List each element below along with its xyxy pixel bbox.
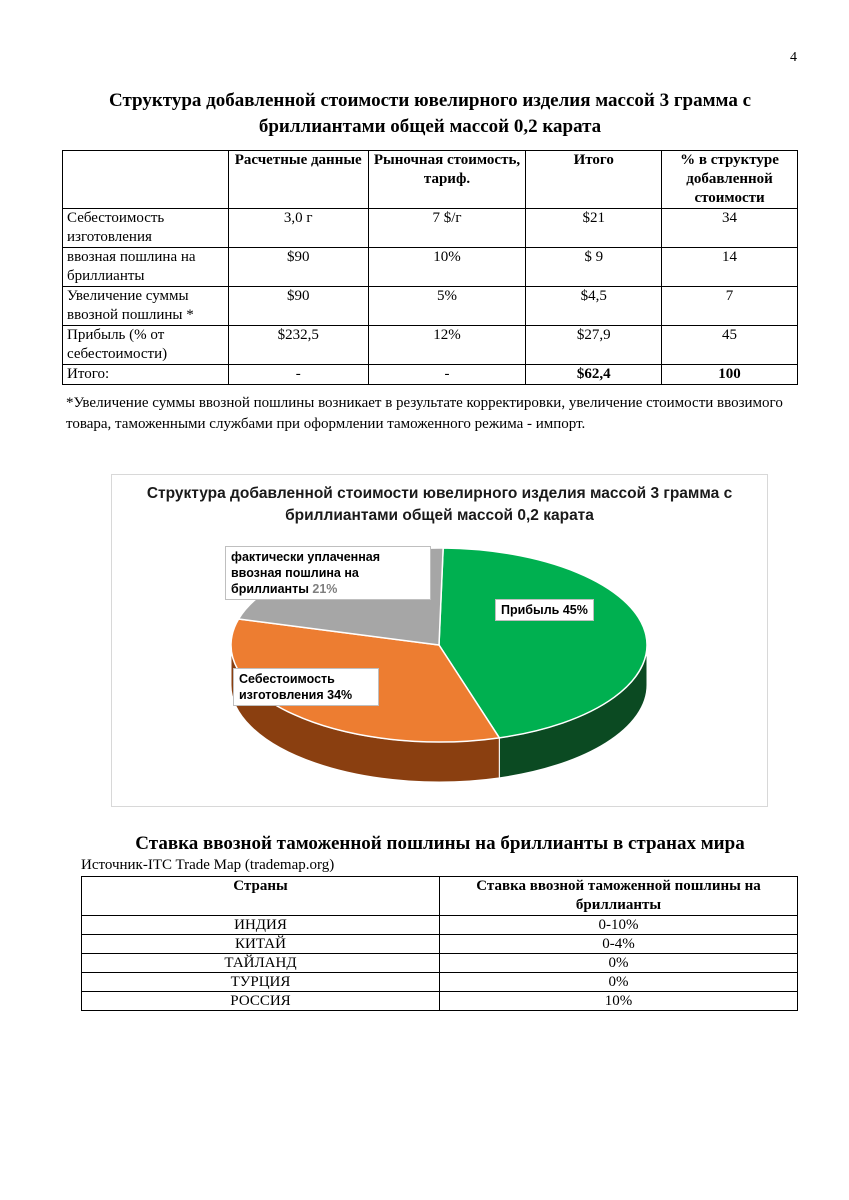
table-cell: $232,5 bbox=[228, 326, 368, 365]
total-sum-cell: $62,4 bbox=[526, 365, 662, 385]
country-cell: КИТАЙ bbox=[82, 935, 440, 954]
rate-cell: 0% bbox=[440, 954, 798, 973]
slice-label-profit bbox=[495, 599, 594, 621]
slice-label-text: Себестоимость изготовления bbox=[239, 672, 335, 702]
row-label: Увеличение суммы ввозной пошлины * bbox=[63, 287, 229, 326]
country-cell: ИНДИЯ bbox=[82, 916, 440, 935]
table-cell: 34 bbox=[662, 209, 798, 248]
table-cell: - bbox=[368, 365, 526, 385]
country-cell: РОССИЯ bbox=[82, 992, 440, 1011]
country-cell: ТАЙЛАНД bbox=[82, 954, 440, 973]
value-structure-table bbox=[62, 150, 798, 385]
table-cell: $ 9 bbox=[526, 248, 662, 287]
footnote: *Увеличение суммы ввозной пошлины возникает в результате корректировки, увеличение стоимости ввозимого товара, таможенными службами при оформлении таможенного режима - импорт. bbox=[66, 395, 783, 432]
table-row bbox=[63, 209, 798, 248]
table1-header-row bbox=[63, 151, 798, 209]
source-note: Источник-ITC Trade Map (trademap.org) bbox=[81, 857, 335, 873]
rate-cell: 0-10% bbox=[440, 916, 798, 935]
table-cell: 5% bbox=[368, 287, 526, 326]
row-label: Себестоимость изготовления bbox=[63, 209, 229, 248]
table-cell: 7 bbox=[662, 287, 798, 326]
slice-label-percent: 34% bbox=[327, 688, 353, 702]
chart-title: Структура добавленной стоимости ювелирного изделия массой 3 грамма с бриллиантами общей массой 0,2 карата bbox=[146, 485, 733, 524]
table1-header-cell: % в структуре добавленной стоимости bbox=[662, 151, 798, 209]
table2-header-cell: Ставка ввозной таможенной пошлины на бриллианты bbox=[440, 877, 798, 916]
rate-cell: 0-4% bbox=[440, 935, 798, 954]
table-row bbox=[82, 973, 798, 992]
table-cell: 3,0 г bbox=[228, 209, 368, 248]
table-cell: $27,9 bbox=[526, 326, 662, 365]
table-cell: $90 bbox=[228, 287, 368, 326]
table-cell: 45 bbox=[662, 326, 798, 365]
table1-header-cell: Расчетные данные bbox=[228, 151, 368, 209]
table2-title: Ставка ввозной таможенной пошлины на бриллианты в странах мира bbox=[135, 833, 745, 854]
table-row bbox=[82, 916, 798, 935]
table-cell: 7 $/г bbox=[368, 209, 526, 248]
table2-header-cell: Страны bbox=[82, 877, 440, 916]
table-cell: $4,5 bbox=[526, 287, 662, 326]
table1-header-cell bbox=[63, 151, 229, 209]
page-number: 4 bbox=[790, 50, 797, 65]
table1-header-cell: Рыночная стоимость, тариф. bbox=[368, 151, 526, 209]
table-cell: $21 bbox=[526, 209, 662, 248]
slice-label-duty bbox=[225, 546, 431, 600]
table-row bbox=[82, 992, 798, 1011]
country-cell: ТУРЦИЯ bbox=[82, 973, 440, 992]
table-cell: $90 bbox=[228, 248, 368, 287]
slice-label-percent: 21% bbox=[312, 582, 338, 596]
table1-title: Структура добавленной стоимости ювелирного изделия массой 3 грамма с бриллиантами общей массой 0,2 карата bbox=[108, 90, 752, 137]
table-row bbox=[63, 248, 798, 287]
slice-label-percent: 45% bbox=[562, 603, 588, 617]
row-label: Прибыль (% от себестоимости) bbox=[63, 326, 229, 365]
table-cell: - bbox=[228, 365, 368, 385]
table1-header-cell: Итого bbox=[526, 151, 662, 209]
table-cell: 12% bbox=[368, 326, 526, 365]
slice-label-text: фактически уплаченная ввозная пошлина на бриллианты bbox=[231, 550, 380, 596]
table-cell: 14 bbox=[662, 248, 798, 287]
table-cell: 10% bbox=[368, 248, 526, 287]
pie-chart bbox=[111, 474, 768, 807]
table-total-row bbox=[63, 365, 798, 385]
rate-cell: 10% bbox=[440, 992, 798, 1011]
row-label: Итого: bbox=[63, 365, 229, 385]
duty-rate-table bbox=[81, 876, 798, 1011]
table-row bbox=[82, 954, 798, 973]
row-label: ввозная пошлина на бриллианты bbox=[63, 248, 229, 287]
slice-label-text: Прибыль bbox=[501, 603, 560, 617]
slice-label-cost bbox=[233, 668, 379, 706]
table-row bbox=[63, 287, 798, 326]
table-row bbox=[82, 935, 798, 954]
table-row bbox=[63, 326, 798, 365]
total-percent-cell: 100 bbox=[662, 365, 798, 385]
rate-cell: 0% bbox=[440, 973, 798, 992]
table2-header-row bbox=[82, 877, 798, 916]
